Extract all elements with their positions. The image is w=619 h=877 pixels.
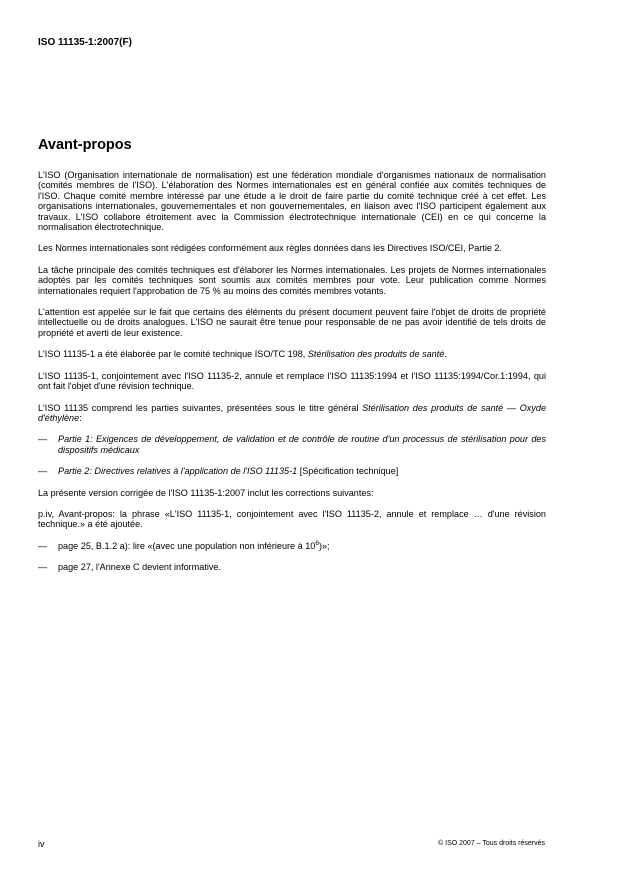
list-dash: — — [38, 434, 48, 445]
page-number: iv — [38, 839, 45, 849]
foreword-content — [38, 170, 546, 584]
paragraph-corrected-version: La présente version corrigée de l'ISO 11135-1:2007 inclut les corrections suivantes: — [38, 487, 374, 498]
committee-title: Stérilisation des produits de santé — [307, 349, 445, 360]
exponent: 6 — [315, 539, 319, 547]
parts-intro-end: : — [79, 412, 82, 423]
correction-page-25-text: page 25, B.1.2 a): lire «(avec une population non inférieure à 10 — [58, 540, 316, 551]
parts-intro-text: L'ISO 11135 comprend les parties suivantes, présentées sous le titre général — [38, 402, 363, 413]
part-list-item — [38, 466, 546, 476]
section-title: Avant-propos — [38, 137, 132, 153]
paragraph-parts-intro — [38, 403, 546, 424]
correction-page-27: page 27, l'Annexe C devient informative. — [58, 562, 221, 573]
list-dash: — — [38, 562, 48, 573]
part-2-entry — [58, 466, 546, 476]
general-title: Stérilisation des produits de santé — Oxyde d'éthylène — [38, 402, 547, 423]
paragraph-prepared-by — [38, 349, 546, 359]
prepared-by-end: . — [444, 349, 447, 360]
paragraph-correction-foreword: p.iv, Avant-propos: la phrase «L'ISO 11135-1, conjointement avec l'ISO 11135-2, annule et remplace … d'une révision technique.» a été ajoutée. — [38, 508, 546, 530]
correction-page-25-end: )»; — [318, 540, 330, 551]
paragraph-directives: Les Normes internationales sont rédigées conformément aux règles données dans les Directives ISO/CEI, Partie 2. — [38, 243, 503, 254]
correction-list-item — [38, 562, 546, 572]
paragraph-patent-rights: L'attention est appelée sur le fait que certains des éléments du présent document peuvent faire l'objet de droits de propriété intellectuelle ou de droits analogues. L'ISO ne saurait être tenue pour responsable de ne pas avoir identifié de tels droits de propriété et averti de leur existence. — [38, 307, 546, 338]
paragraph-committees-task: La tâche principale des comités techniques est d'élaborer les Normes internationales. Les projets de Normes internationales adoptés par les comités techniques sont soumis aux comités membres pour vote. Leur publication comme Normes internationales requiert l'approbation de 75 % au moins des comités membres votants. — [38, 264, 546, 296]
part-1-title: Partie 1: Exigences de développement, de validation et de contrôle de routine d'un processus de stérilisation pour des dispositifs médicaux — [58, 434, 546, 455]
list-dash: — — [38, 540, 48, 551]
correction-list-item — [38, 541, 546, 551]
part-list-item — [38, 434, 546, 455]
prepared-by-text: L'ISO 11135-1 a été élaborée par le comité technique ISO/TC 198, — [38, 349, 308, 360]
paragraph-iso-organisation: L'ISO (Organisation internationale de normalisation) est une fédération mondiale d'organismes nationaux de normalisation (comités membres de l'ISO). L'élaboration des Normes internationales est en général confiée aux comités techniques de l'ISO. Chaque comité membre intéressé par une étude a le droit de faire partie du comité technique créé à cet effet. Les organisations internationales, gouvernementales et non gouvernementales, en liaison avec l'ISO participent également aux travaux. L'ISO collabore étroitement avec la Commission électrotechnique internationale (CEI) en ce qui concerne la normalisation électrotechnique. — [38, 170, 546, 233]
paragraph-cancels-replaces: L'ISO 11135-1, conjointement avec l'ISO 11135-2, annule et remplace l'ISO 11135:1994 et l'ISO 11135:1994/Cor.1:1994, qui ont fait l'objet d'une révision technique. — [38, 370, 546, 392]
correction-page-25 — [58, 541, 546, 551]
page-header: ISO 11135-1:2007(F) — [38, 37, 132, 48]
copyright-notice: © ISO 2007 – Tous droits réservés — [438, 840, 545, 847]
list-dash: — — [38, 466, 48, 477]
part-2-title: Partie 2: Directives relatives à l'application de l'ISO 11135-1 — [58, 466, 298, 477]
part-2-note: [Spécification technique] — [297, 466, 399, 477]
